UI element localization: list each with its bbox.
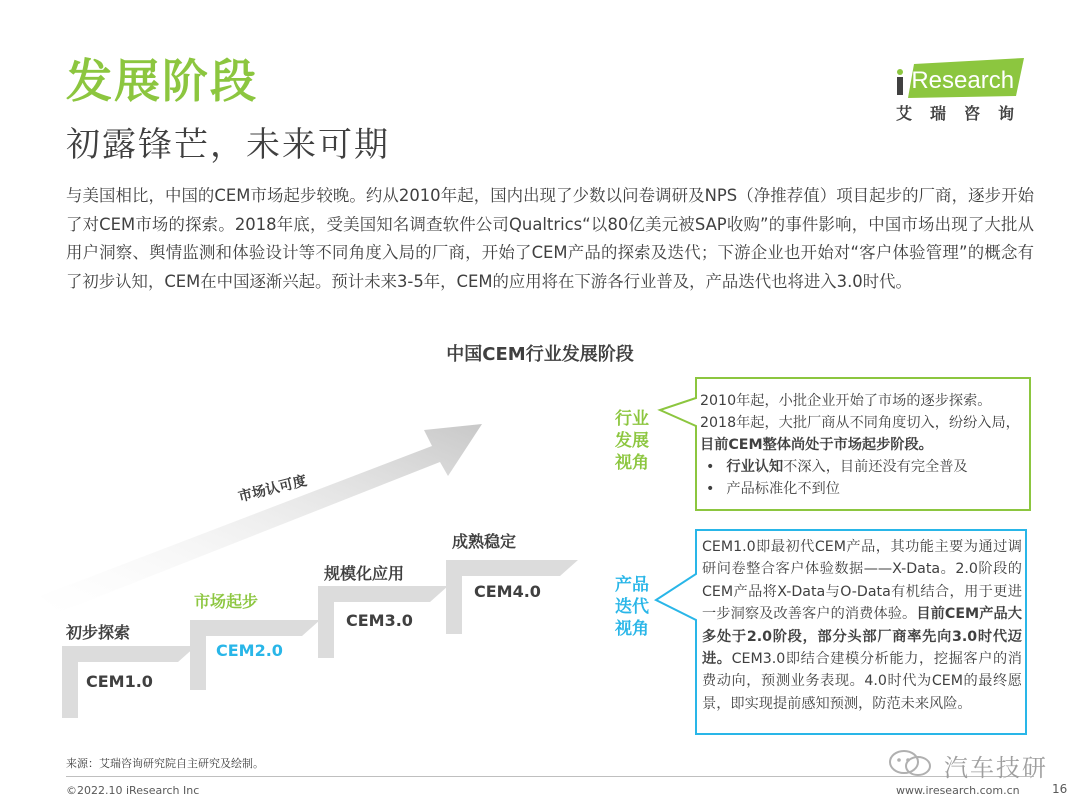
page-subtitle: 初露锋芒，未来可期 — [66, 125, 390, 165]
stage-3-version: CEM3.0 — [346, 611, 413, 630]
website-url: www.iresearch.com.cn — [896, 784, 1020, 797]
logo-chinese-name: 艾瑞咨询 — [896, 104, 1033, 123]
source-note: 来源：艾瑞咨询研究院自主研究及绘制。 — [66, 757, 264, 770]
industry-bullets — [700, 456, 1022, 500]
industry-callout-text — [700, 390, 1022, 500]
stage-2-version: CEM2.0 — [216, 641, 283, 660]
wechat-watermark-icon — [884, 748, 938, 778]
stage-2-name: 市场起步 — [194, 592, 259, 611]
industry-perspective-label: 行业 发展 视角 — [615, 409, 649, 473]
page-title: 发展阶段 — [66, 54, 258, 108]
product-text-c: CEM3.0即结合建模分析能力，挖掘客户的消费动向，预测业务表现。4.0时代为CEM的最终愿景，即实现提前感知预测，防范未来风险。 — [702, 651, 1022, 712]
copyright: ©2022.10 iResearch Inc — [66, 784, 200, 797]
product-perspective-label: 产品 迭代 视角 — [615, 575, 649, 639]
page-number: 16 — [1052, 782, 1068, 796]
intro-paragraph: 与美国相比，中国的CEM市场起步较晚。约从2010年起，国内出现了少数以问卷调研及NPS（净推荐值）项目起步的厂商，逐步开始了对CEM市场的探索。2018年底，受美国知名调查软件公司Qualtrics“以80亿美元被SAP收购”的事件影响，中国市场出现了大批从用户洞察、舆情监测和体验设计等不同角度入局的厂商，开始了CEM产品的探索及迭代；下游企业也开始对“客户体验管理”的概念有了初步认知，CEM在中国逐渐兴起。预计未来3-5年，CEM的应用将在下游各行业普及，产品迭代也将进入3.0时代。 — [66, 186, 1034, 291]
market-acceptance-arrow — [40, 424, 482, 612]
stage-4-name: 成熟稳定 — [452, 532, 517, 551]
industry-bullet-1: • 行业认知不深入，目前还没有完全普及 — [706, 456, 1022, 478]
diagram-title: 中国CEM行业发展阶段 — [446, 344, 634, 365]
watermark-text: 汽车技研 — [944, 754, 1048, 782]
stage-4-version: CEM4.0 — [474, 582, 541, 601]
product-text-a: CEM1.0即最初代CEM产品，其功能主要为通过调研问卷整合客户体验数据——X-Data。2.0阶段的CEM产品将X-Data与O-Data有机结合，用于更进一步洞察及改善客户的消费体验。 — [702, 539, 1022, 623]
stage-3-name: 规模化应用 — [324, 564, 405, 583]
stage-1-name: 初步探索 — [66, 623, 131, 642]
industry-line-2: 2018年起，大批厂商从不同角度切入，纷纷入局，目前CEM整体尚处于市场起步阶段。 — [700, 415, 1020, 453]
industry-line-1: 2010年起，小批企业开始了市场的逐步探索。 — [700, 393, 992, 409]
arrow-label: 市场认可度 — [236, 472, 309, 506]
logo-wordmark: iResearch — [906, 67, 1015, 94]
product-text-b: 目前CEM产品大多处于2.0阶段，部分头部厂商率先向3.0时代迈进。 — [702, 606, 1022, 668]
stage-1-version: CEM1.0 — [86, 672, 153, 691]
product-callout-text — [702, 536, 1022, 715]
industry-bullet-2: • 产品标准化不到位 — [706, 478, 1022, 500]
